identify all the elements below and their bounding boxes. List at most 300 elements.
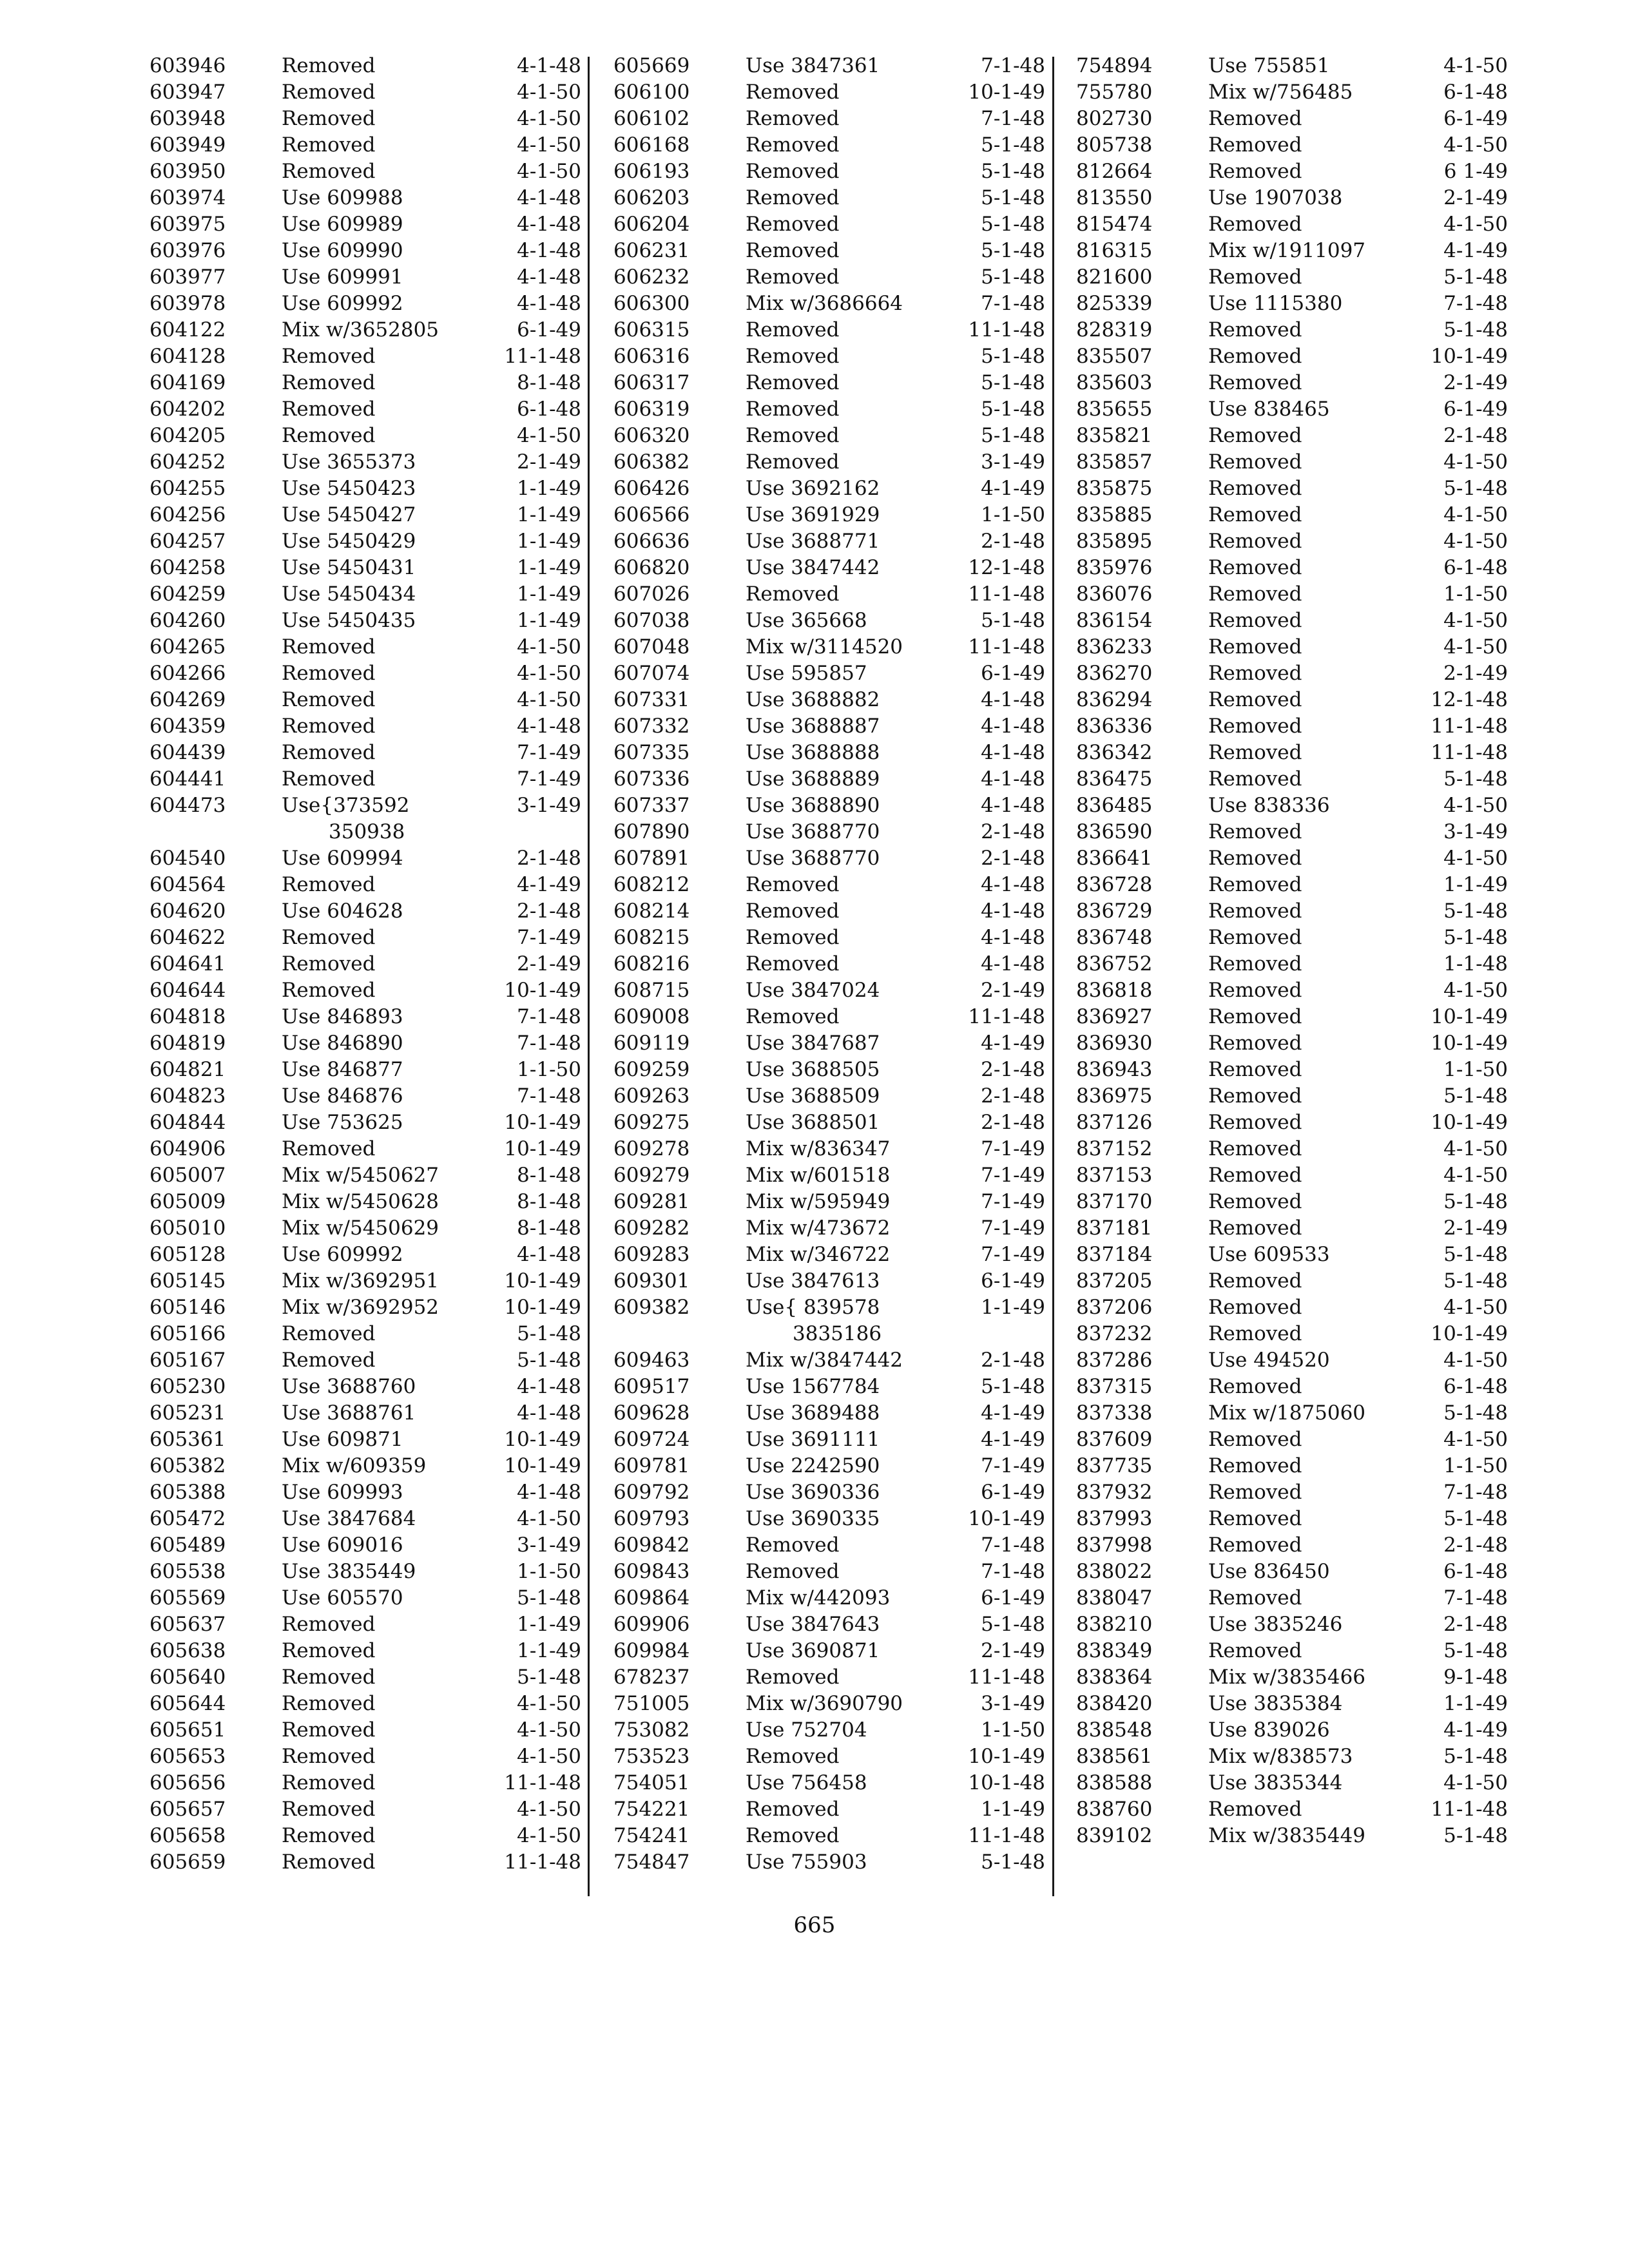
- disposition: Removed: [1208, 582, 1302, 606]
- effective-date: 6-1-48: [517, 398, 581, 421]
- part-number: 609864: [613, 1586, 690, 1610]
- disposition: Mix w/3652805: [282, 318, 439, 341]
- effective-date: 6-1-48: [1443, 1375, 1508, 1398]
- table-row: [613, 1611, 1065, 1638]
- effective-date: 4-1-48: [981, 952, 1045, 975]
- disposition: Removed: [746, 926, 840, 949]
- effective-date: 11-1-48: [968, 1005, 1045, 1028]
- disposition: Use 839026: [1208, 1718, 1330, 1742]
- disposition: Use 3847361: [746, 54, 880, 77]
- disposition: Use 5450429: [282, 530, 416, 553]
- part-number: 837609: [1076, 1428, 1153, 1451]
- table-row: [1076, 1532, 1527, 1559]
- part-number: 838420: [1076, 1692, 1153, 1715]
- part-number: 609463: [613, 1349, 690, 1372]
- table-row: [1076, 1559, 1527, 1585]
- part-number: 607038: [613, 609, 690, 632]
- table-row: [613, 1215, 1065, 1242]
- effective-date: 10-1-49: [1431, 1322, 1508, 1345]
- part-number: 605640: [149, 1666, 226, 1689]
- part-number: 606204: [613, 213, 690, 236]
- effective-date: 12-1-48: [1431, 688, 1508, 711]
- effective-date: 2-1-48: [1443, 424, 1508, 447]
- table-row: [613, 951, 1065, 977]
- part-number: 603976: [149, 239, 226, 262]
- table-row: [1076, 1057, 1527, 1083]
- table-row: [613, 660, 1065, 687]
- part-number: 836475: [1076, 767, 1153, 791]
- disposition: Use 3689488: [746, 1401, 880, 1425]
- part-number: 604821: [149, 1058, 226, 1081]
- part-number: 609984: [613, 1639, 690, 1662]
- table-row: [1076, 449, 1527, 476]
- disposition: Removed: [746, 1560, 840, 1583]
- table-row: [149, 132, 601, 159]
- table-row: [1076, 1030, 1527, 1057]
- part-number: 604256: [149, 503, 226, 526]
- disposition: Use 609994: [282, 847, 403, 870]
- effective-date: 7-1-48: [1443, 1586, 1508, 1610]
- part-number: 607335: [613, 741, 690, 764]
- disposition: Removed: [746, 160, 840, 183]
- effective-date: 4-1-48: [517, 292, 581, 315]
- effective-date: 2-1-48: [981, 847, 1045, 870]
- part-number: 604819: [149, 1032, 226, 1055]
- disposition: Mix w/5450628: [282, 1190, 439, 1213]
- table-row: [149, 238, 601, 264]
- part-number: 605644: [149, 1692, 226, 1715]
- part-number: 837181: [1076, 1216, 1153, 1240]
- part-number: 605231: [149, 1401, 226, 1425]
- table-row: [613, 1004, 1065, 1030]
- part-number: 835875: [1076, 477, 1153, 500]
- part-number: 605658: [149, 1824, 226, 1847]
- disposition: Use 3691929: [746, 503, 880, 526]
- effective-date: 4-1-48: [517, 239, 581, 262]
- effective-date: 4-1-49: [981, 1428, 1045, 1451]
- part-number: 754241: [613, 1824, 690, 1847]
- disposition: Removed: [1208, 1375, 1302, 1398]
- part-number: 605128: [149, 1243, 226, 1266]
- disposition: Use 3688509: [746, 1084, 880, 1108]
- table-row: [149, 1162, 601, 1189]
- effective-date: 8-1-48: [517, 1190, 581, 1213]
- part-number: 835885: [1076, 503, 1153, 526]
- disposition: Removed: [282, 1349, 376, 1372]
- part-number: 828319: [1076, 318, 1153, 341]
- effective-date: 6-1-48: [1443, 81, 1508, 104]
- table-row: [1076, 898, 1527, 925]
- effective-date: 5-1-48: [981, 398, 1045, 421]
- part-number: 837932: [1076, 1481, 1153, 1504]
- table-row: [613, 449, 1065, 476]
- disposition: Removed: [1208, 688, 1302, 711]
- effective-date: 5-1-48: [1443, 1507, 1508, 1530]
- effective-date: 6-1-49: [981, 1481, 1045, 1504]
- table-row: [613, 1083, 1065, 1110]
- disposition: Use 609993: [282, 1481, 403, 1504]
- effective-date: 4-1-50: [1443, 1296, 1508, 1319]
- disposition: 350938: [329, 820, 405, 843]
- disposition: Removed: [746, 1798, 840, 1821]
- part-number: 812664: [1076, 160, 1153, 183]
- effective-date: 10-1-49: [504, 979, 581, 1002]
- effective-date: 4-1-49: [1443, 1718, 1508, 1742]
- effective-date: 10-1-49: [968, 81, 1045, 104]
- disposition: Removed: [282, 1824, 376, 1847]
- effective-date: 10-1-49: [1431, 1111, 1508, 1134]
- effective-date: 4-1-50: [517, 662, 581, 685]
- part-number: 605657: [149, 1798, 226, 1821]
- disposition: Use 604628: [282, 899, 403, 923]
- table-row: [149, 555, 601, 581]
- table-row: [1076, 1506, 1527, 1532]
- disposition: Removed: [1208, 1137, 1302, 1160]
- effective-date: 1-1-49: [981, 1296, 1045, 1319]
- part-number: 754847: [613, 1850, 690, 1874]
- table-row: [149, 925, 601, 951]
- disposition: Use 3847613: [746, 1269, 880, 1293]
- table-row: [613, 845, 1065, 872]
- part-number: 603948: [149, 107, 226, 130]
- disposition: Removed: [282, 424, 376, 447]
- disposition: Removed: [746, 239, 840, 262]
- effective-date: 5-1-48: [1443, 477, 1508, 500]
- disposition: Use 5450435: [282, 609, 416, 632]
- part-number: 604205: [149, 424, 226, 447]
- table-row: [613, 1136, 1065, 1162]
- part-number: 608214: [613, 899, 690, 923]
- disposition: Removed: [746, 345, 840, 368]
- part-number: 837315: [1076, 1375, 1153, 1398]
- part-number: 836485: [1076, 794, 1153, 817]
- effective-date: 6-1-49: [517, 318, 581, 341]
- disposition: Use 3688889: [746, 767, 880, 791]
- disposition: Removed: [746, 318, 840, 341]
- part-number: 836336: [1076, 715, 1153, 738]
- table-row: [613, 1057, 1065, 1083]
- table-row: [613, 1189, 1065, 1215]
- disposition: Use 3690871: [746, 1639, 880, 1662]
- effective-date: 7-1-49: [517, 926, 581, 949]
- disposition: Removed: [282, 1745, 376, 1768]
- table-row: [613, 1823, 1065, 1849]
- disposition: Mix w/3692951: [282, 1269, 439, 1293]
- effective-date: 5-1-48: [981, 213, 1045, 236]
- effective-date: 2-1-48: [981, 530, 1045, 553]
- table-row: [149, 1242, 601, 1268]
- disposition: Removed: [282, 1666, 376, 1689]
- part-number: 838022: [1076, 1560, 1153, 1583]
- disposition: Removed: [1208, 1296, 1302, 1319]
- effective-date: 11-1-48: [968, 1666, 1045, 1689]
- effective-date: 7-1-49: [981, 1243, 1045, 1266]
- table-row: [149, 608, 601, 634]
- table-row: [149, 1268, 601, 1294]
- part-number: 605388: [149, 1481, 226, 1504]
- part-number: 816315: [1076, 239, 1153, 262]
- disposition: Use 3655373: [282, 450, 416, 474]
- part-number: 609724: [613, 1428, 690, 1451]
- effective-date: 6-1-49: [981, 662, 1045, 685]
- effective-date: 6-1-48: [1443, 556, 1508, 579]
- part-number: 837993: [1076, 1507, 1153, 1530]
- part-number: 835857: [1076, 450, 1153, 474]
- effective-date: 4-1-50: [1443, 54, 1508, 77]
- disposition: Use 1115380: [1208, 292, 1343, 315]
- part-number: 609628: [613, 1401, 690, 1425]
- disposition: Use 3847643: [746, 1613, 880, 1636]
- table-row: [1076, 1453, 1527, 1479]
- column-divider: [1052, 57, 1054, 1896]
- effective-date: 5-1-48: [981, 186, 1045, 209]
- part-number: 607336: [613, 767, 690, 791]
- disposition: Removed: [1208, 741, 1302, 764]
- part-number: 607332: [613, 715, 690, 738]
- table-row: [149, 528, 601, 555]
- part-number: 754221: [613, 1798, 690, 1821]
- table-row: [149, 1638, 601, 1664]
- table-row: [149, 1532, 601, 1559]
- part-number: 609281: [613, 1190, 690, 1213]
- part-number: 836752: [1076, 952, 1153, 975]
- part-number: 837338: [1076, 1401, 1153, 1425]
- effective-date: 7-1-48: [981, 1560, 1045, 1583]
- part-number: 609283: [613, 1243, 690, 1266]
- disposition: Removed: [282, 1692, 376, 1715]
- table-row: [1076, 819, 1527, 845]
- effective-date: 6-1-48: [1443, 1560, 1508, 1583]
- part-number: 838210: [1076, 1613, 1153, 1636]
- table-row: [1076, 1162, 1527, 1189]
- effective-date: 4-1-48: [981, 741, 1045, 764]
- effective-date: 4-1-50: [517, 1718, 581, 1742]
- effective-date: 2-1-48: [517, 847, 581, 870]
- table-row: [149, 1559, 601, 1585]
- disposition: Removed: [1208, 1058, 1302, 1081]
- disposition: Removed: [1208, 609, 1302, 632]
- table-row: [1076, 1585, 1527, 1611]
- effective-date: 12-1-48: [968, 556, 1045, 579]
- table-row: [149, 1849, 601, 1876]
- part-number: 609008: [613, 1005, 690, 1028]
- effective-date: 4-1-48: [517, 213, 581, 236]
- table-row: [613, 1506, 1065, 1532]
- part-number: 606317: [613, 371, 690, 394]
- disposition: Removed: [282, 715, 376, 738]
- disposition: Removed: [1208, 477, 1302, 500]
- disposition: Use 3847442: [746, 556, 880, 579]
- table-row: [149, 1189, 601, 1215]
- disposition: Use 838465: [1208, 398, 1330, 421]
- table-row: [1076, 423, 1527, 449]
- effective-date: 4-1-50: [517, 1824, 581, 1847]
- table-row: [149, 1374, 601, 1400]
- effective-date: 7-1-48: [517, 1032, 581, 1055]
- disposition: Removed: [746, 450, 840, 474]
- table-row: [1076, 1427, 1527, 1453]
- table-row: [149, 1136, 601, 1162]
- table-row: [1076, 1796, 1527, 1823]
- disposition: Removed: [746, 1005, 840, 1028]
- table-row: [613, 1744, 1065, 1770]
- disposition: Removed: [746, 582, 840, 606]
- disposition: Use 3688890: [746, 794, 880, 817]
- table-row: [1076, 1083, 1527, 1110]
- effective-date: 10-1-48: [968, 1771, 1045, 1794]
- part-number: 837206: [1076, 1296, 1153, 1319]
- table-row: [1076, 1294, 1527, 1321]
- disposition: Mix w/473672: [746, 1216, 891, 1240]
- table-row: [613, 977, 1065, 1004]
- effective-date: 2-1-49: [981, 1639, 1045, 1662]
- effective-date: 10-1-49: [1431, 1005, 1508, 1028]
- table-row: [1076, 951, 1527, 977]
- effective-date: 3-1-49: [1443, 820, 1508, 843]
- disposition: Removed: [282, 767, 376, 791]
- disposition: Use 609992: [282, 292, 403, 315]
- disposition: Removed: [282, 688, 376, 711]
- effective-date: 1-1-50: [981, 1718, 1045, 1742]
- effective-date: 11-1-48: [1431, 1798, 1508, 1821]
- disposition: Mix w/5450627: [282, 1164, 439, 1187]
- disposition: Use 609992: [282, 1243, 403, 1266]
- part-number: 609792: [613, 1481, 690, 1504]
- part-number: 837170: [1076, 1190, 1153, 1213]
- part-number: 605166: [149, 1322, 226, 1345]
- part-number: 836748: [1076, 926, 1153, 949]
- effective-date: 5-1-48: [981, 133, 1045, 157]
- disposition: Removed: [1208, 1586, 1302, 1610]
- column-3: [1076, 53, 1527, 1849]
- disposition: Removed: [1208, 371, 1302, 394]
- effective-date: 6-1-49: [1443, 398, 1508, 421]
- table-row: [149, 1506, 601, 1532]
- part-number: 813550: [1076, 186, 1153, 209]
- part-number: 606300: [613, 292, 690, 315]
- part-number: 802730: [1076, 107, 1153, 130]
- disposition: Removed: [1208, 1507, 1302, 1530]
- part-number: 604128: [149, 345, 226, 368]
- part-number: 836729: [1076, 899, 1153, 923]
- disposition: Use 609988: [282, 186, 403, 209]
- part-number: 604266: [149, 662, 226, 685]
- effective-date: 5-1-48: [1443, 926, 1508, 949]
- effective-date: 6-1-49: [981, 1269, 1045, 1293]
- table-row: [149, 106, 601, 132]
- part-number: 605230: [149, 1375, 226, 1398]
- part-number: 606231: [613, 239, 690, 262]
- table-row: [149, 1823, 601, 1849]
- part-number: 604644: [149, 979, 226, 1002]
- disposition: Removed: [282, 160, 376, 183]
- disposition: Use 2242590: [746, 1454, 880, 1477]
- table-row: [613, 1479, 1065, 1506]
- part-number: 604255: [149, 477, 226, 500]
- disposition: Removed: [1208, 820, 1302, 843]
- part-number: 606820: [613, 556, 690, 579]
- table-row: [149, 1294, 601, 1321]
- disposition: Use 3688761: [282, 1401, 416, 1425]
- table-row: [149, 951, 601, 977]
- table-row: [1076, 238, 1527, 264]
- part-number: 838588: [1076, 1771, 1153, 1794]
- part-number: 603975: [149, 213, 226, 236]
- effective-date: 8-1-48: [517, 1164, 581, 1187]
- table-row: [613, 476, 1065, 502]
- table-row: [613, 53, 1065, 79]
- table-row: [149, 581, 601, 608]
- part-number: 604540: [149, 847, 226, 870]
- effective-date: 1-1-50: [517, 1058, 581, 1081]
- disposition: Use 5450431: [282, 556, 416, 579]
- disposition: Use 1567784: [746, 1375, 880, 1398]
- disposition: Removed: [282, 1639, 376, 1662]
- effective-date: 7-1-49: [981, 1454, 1045, 1477]
- disposition: Removed: [282, 926, 376, 949]
- table-row: [1076, 1136, 1527, 1162]
- effective-date: 8-1-48: [517, 371, 581, 394]
- effective-date: 4-1-50: [1443, 979, 1508, 1002]
- table-row: [1076, 106, 1527, 132]
- part-number: 604906: [149, 1137, 226, 1160]
- table-row: [613, 79, 1065, 106]
- disposition: Use 3835344: [1208, 1771, 1343, 1794]
- table-row: [149, 1030, 601, 1057]
- effective-date: 4-1-50: [1443, 1771, 1508, 1794]
- table-row: [613, 713, 1065, 740]
- effective-date: 4-1-50: [1443, 450, 1508, 474]
- effective-date: 2-1-48: [981, 820, 1045, 843]
- effective-date: 2-1-48: [981, 1084, 1045, 1108]
- disposition: Removed: [746, 186, 840, 209]
- effective-date: 6-1-49: [1443, 107, 1508, 130]
- part-number: 609906: [613, 1613, 690, 1636]
- table-row: [149, 1083, 601, 1110]
- table-row: [613, 608, 1065, 634]
- table-row: [613, 159, 1065, 185]
- disposition: Removed: [1208, 1111, 1302, 1134]
- part-number: 605651: [149, 1718, 226, 1742]
- effective-date: 5-1-48: [981, 1850, 1045, 1874]
- table-row: [1076, 740, 1527, 766]
- disposition: Mix w/595949: [746, 1190, 891, 1213]
- part-number: 837153: [1076, 1164, 1153, 1187]
- table-row: [613, 1400, 1065, 1427]
- part-number: 837998: [1076, 1533, 1153, 1557]
- table-row: [1076, 317, 1527, 343]
- disposition: Use 838336: [1208, 794, 1330, 817]
- table-row: [1076, 634, 1527, 660]
- effective-date: 4-1-48: [981, 688, 1045, 711]
- table-row: [1076, 1691, 1527, 1717]
- effective-date: 11-1-48: [504, 345, 581, 368]
- table-row: [1076, 581, 1527, 608]
- effective-date: 5-1-48: [1443, 1190, 1508, 1213]
- part-number: 609278: [613, 1137, 690, 1160]
- effective-date: 7-1-49: [981, 1137, 1045, 1160]
- disposition: Mix w/442093: [746, 1586, 891, 1610]
- disposition: Use 609016: [282, 1533, 403, 1557]
- part-number: 839102: [1076, 1824, 1153, 1847]
- effective-date: 5-1-48: [1443, 1084, 1508, 1108]
- effective-date: 4-1-50: [517, 1692, 581, 1715]
- table-row: [1076, 1374, 1527, 1400]
- effective-date: 4-1-50: [517, 424, 581, 447]
- part-number: 603946: [149, 54, 226, 77]
- part-number: 837735: [1076, 1454, 1153, 1477]
- disposition: Use 609871: [282, 1428, 403, 1451]
